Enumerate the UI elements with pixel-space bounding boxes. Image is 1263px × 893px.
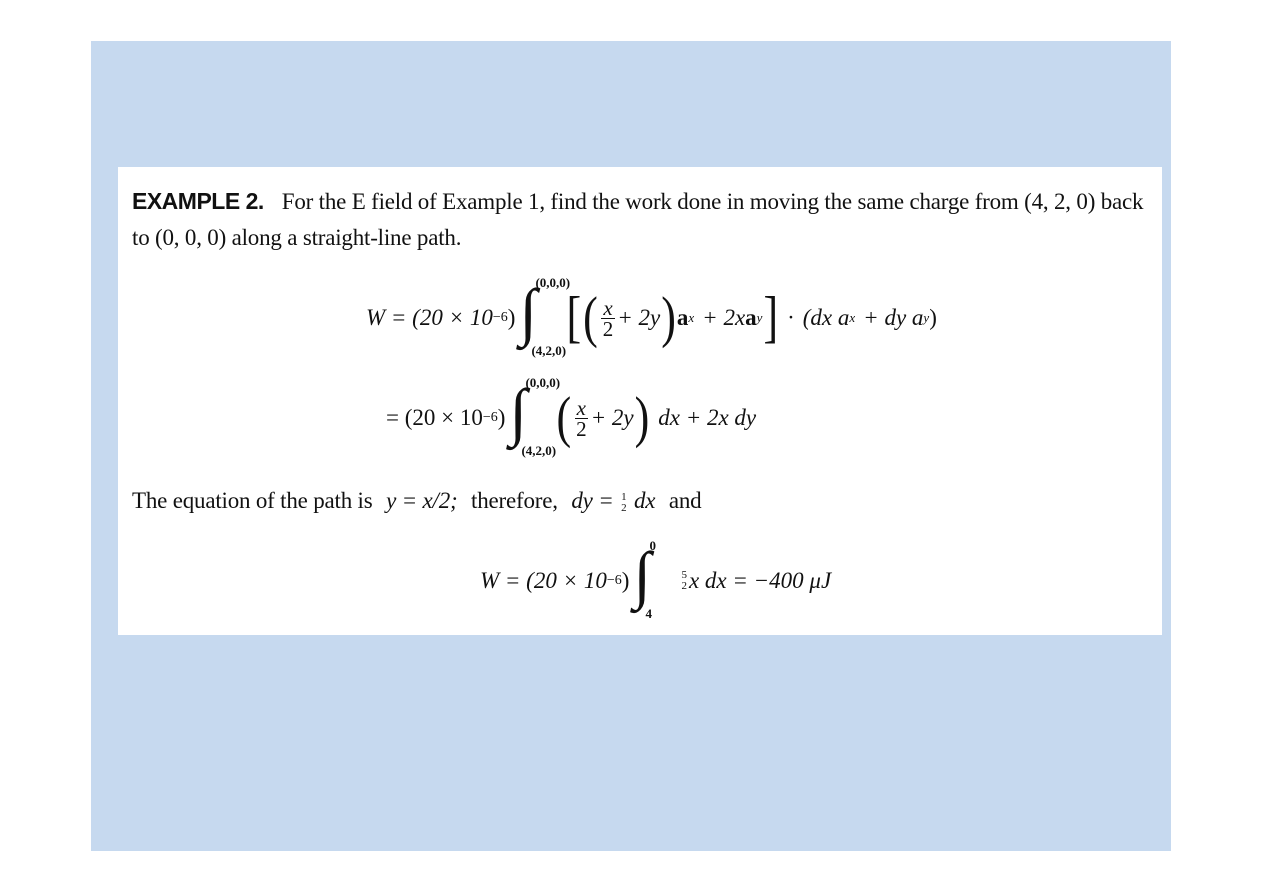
eq1-dot: · [787, 305, 795, 330]
eq2-lhs: = (20 × 10 [386, 405, 483, 430]
equation-3: W = (20 × 10 −6 ) ∫ 0 4 5 2 x dx = −400 μJ [480, 539, 831, 623]
path-expr-1: y = x/2; [386, 488, 458, 513]
eq1-fraction: $\frac{x}{2}$ [602, 295, 614, 341]
half-fraction: 1 2 [621, 490, 627, 514]
example-card [118, 167, 1162, 635]
eq3-upper-limit: 0 [649, 538, 656, 553]
eq1-unit-ay: a [745, 305, 757, 330]
eq2-rest: dx + 2x dy [658, 405, 757, 430]
eq3-rest: x dx = −400 μJ [688, 568, 832, 593]
eq1-dl2: + dy a [863, 305, 924, 330]
eq1-term1: + 2y [617, 305, 661, 330]
eq1-lower-limit: (4,2,0) [531, 343, 567, 358]
example-line-1: For the E field of Example 1, find the work done in moving the same charge from (4, 2, 0) back [281, 189, 1144, 214]
eq1-lhs: W = (20 × 10 [366, 305, 493, 330]
equation-1: W = (20 × 10 −6 ) ∫ (0,0,0) (4,2,0) [ ( $\frac{x}{2}$ + 2y ) a x + 2x a y ] · (dx a x + dy a y ) [366, 275, 937, 361]
path-expr-2a: dy = [571, 488, 614, 513]
eq3-lower-limit: 4 [645, 606, 652, 621]
eq2-exponent: −6 [482, 410, 498, 425]
eq2-fraction: $\frac{x}{2}$ [576, 395, 587, 441]
eq1-term2: + 2x [702, 305, 746, 330]
eq1-unit-ax: a [676, 305, 689, 330]
path-equation-line [132, 483, 701, 519]
path-text-3: and [668, 488, 702, 513]
integral-sign-icon: ∫ [633, 539, 651, 610]
eq3-lhs: W = (20 × 10 [480, 568, 607, 593]
integral-sign-icon: ∫ [519, 276, 537, 347]
example-statement [132, 183, 1143, 256]
eq2-lower-limit: (4,2,0) [521, 443, 557, 458]
eq2-integral [507, 375, 561, 461]
eq3-coefficient: 5 2 [681, 569, 687, 592]
eq1-exponent: −6 [492, 310, 508, 325]
eq2-upper-limit: (0,0,0) [525, 375, 561, 390]
eq3-exponent: −6 [606, 573, 622, 588]
example-label: EXAMPLE 2. [132, 188, 264, 214]
eq1-dl: (dx a [802, 305, 850, 330]
path-text-1: The equation of the path is [132, 488, 373, 513]
path-expr-2b: dx [633, 488, 656, 513]
path-text-2: therefore, [471, 488, 558, 513]
eq1-upper-limit: (0,0,0) [535, 275, 571, 290]
equation-2: = (20 × 10 −6 ) ∫ (0,0,0) (4,2,0) ( $\frac{x}{2}$ + 2y ) dx + 2x dy [386, 375, 756, 461]
eq3-integral [631, 538, 677, 624]
eq2-term1: + 2y [590, 405, 634, 430]
example-line-2: to (0, 0, 0) along a straight-line path. [132, 225, 462, 250]
eq1-integral [517, 275, 571, 361]
integral-sign-icon: ∫ [509, 376, 527, 447]
